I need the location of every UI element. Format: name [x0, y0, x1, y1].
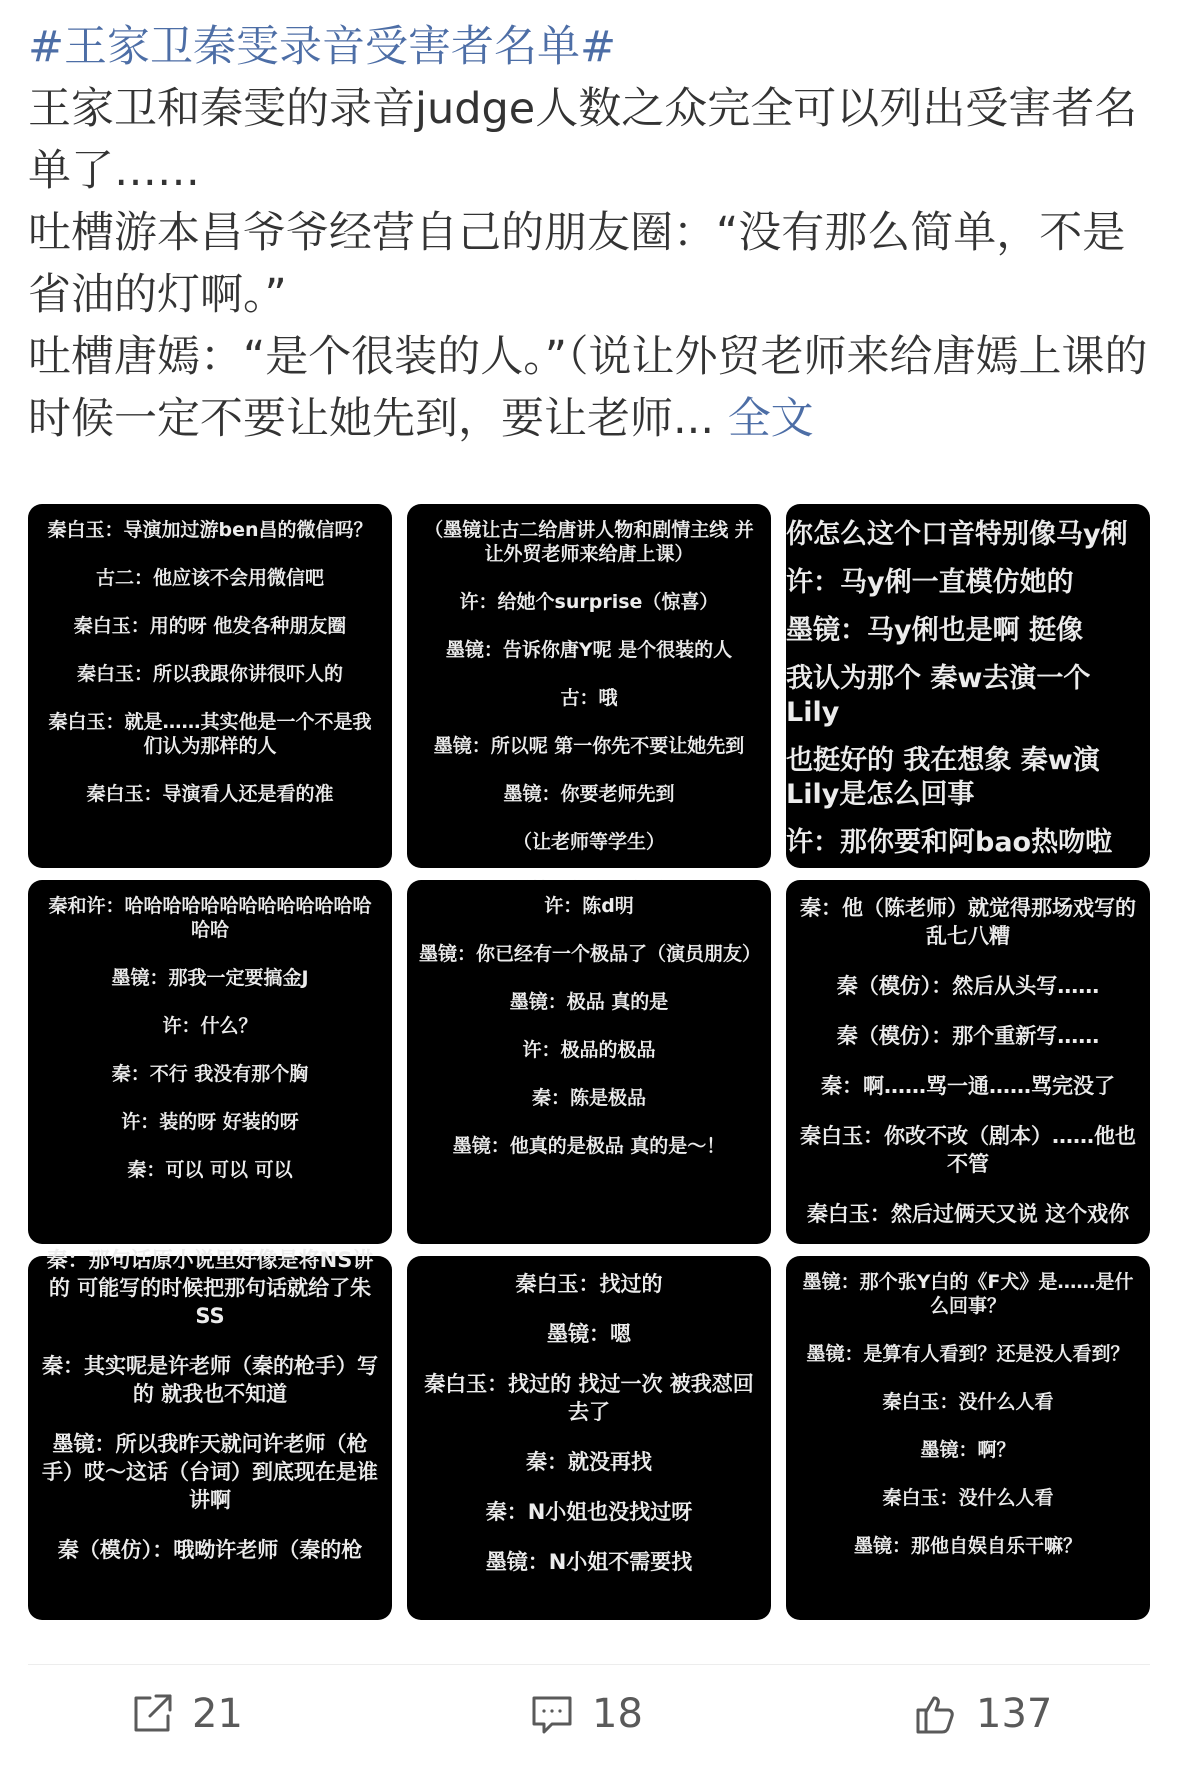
transcript-line: 许：陈d明: [544, 895, 634, 917]
transcript-line: 古：哦: [560, 687, 618, 709]
like-button[interactable]: [912, 1690, 1052, 1738]
transcript-line: 秦：其实呢是许老师（秦的枪手）写的 就我也不知道: [42, 1354, 378, 1406]
post-paragraph: 吐槽游本昌爷爷经营自己的朋友圈：“没有那么简单，不是省油的灯啊。”: [28, 208, 1126, 320]
transcript-line: 墨镜：你已经有一个极品了（演员朋友）: [419, 943, 762, 965]
transcript-line: 秦（模仿）：哦呦许老师（秦的枪: [57, 1538, 363, 1562]
transcript-line: 墨镜：嗯: [547, 1322, 631, 1346]
share-count: 21: [192, 1691, 243, 1737]
transcript-line: 秦：那句话原小说里好像是将NS讲的 可能写的时候把那句话就给了朱SS: [46, 1248, 374, 1328]
weibo-post: [28, 16, 1158, 450]
transcript-line: 墨镜：啊？: [920, 1439, 1016, 1461]
transcript-line: （墨镜让古二给唐讲人物和剧情主线 并让外贸老师来给唐上课）: [424, 519, 754, 565]
image-tile-6[interactable]: [786, 880, 1150, 1244]
transcript-line: 秦白玉：用的呀 他发各种朋友圈: [73, 615, 347, 637]
image-tile-9[interactable]: [786, 1256, 1150, 1620]
post-body: [28, 78, 1158, 450]
image-tile-8[interactable]: [407, 1256, 771, 1620]
transcript-line: 秦白玉：没什么人看: [882, 1487, 1054, 1509]
comment-count: 18: [592, 1691, 643, 1737]
transcript-line: 墨镜：那个张Y白的《F犬》是……是什么回事？: [802, 1271, 1134, 1317]
transcript-line: 秦和许：哈哈哈哈哈哈哈哈哈哈哈哈哈哈哈: [48, 895, 372, 941]
transcript-line: （让老师等学生）: [512, 831, 665, 853]
transcript-line: 墨镜：极品 真的是: [509, 991, 669, 1013]
transcript-line: 墨镜：马y俐也是啊 挺像: [786, 615, 1083, 646]
transcript-line: 秦：就没再找: [526, 1450, 652, 1474]
transcript-line: 秦：陈是极品: [531, 1087, 646, 1109]
footer-divider: [28, 1664, 1150, 1665]
transcript-line: 秦：不行 我没有那个胸: [111, 1063, 309, 1085]
transcript-line: 也挺好的 我在想象 秦w演Lily是怎么回事: [786, 745, 1100, 810]
share-icon: [128, 1690, 176, 1738]
transcript-line: 秦白玉：然后过俩天又说 这个戏你: [806, 1202, 1130, 1226]
transcript-line: 秦：他（陈老师）就觉得那场戏写的乱七八糟: [800, 896, 1136, 948]
image-tile-2[interactable]: [407, 504, 771, 868]
transcript-line: 秦（模仿）：然后从头写……: [836, 974, 1100, 998]
transcript-line: 墨镜：告诉你唐Y呢 是个很装的人: [445, 639, 733, 661]
transcript-line: 我认为那个 秦w去演一个Lily: [786, 663, 1091, 728]
transcript-line: 墨镜：是算有人看到？还是没人看到？: [806, 1343, 1130, 1365]
fulltext-link[interactable]: 全文: [727, 394, 814, 444]
comment-icon: [528, 1690, 576, 1738]
image-grid: [28, 504, 1150, 1620]
transcript-line: 墨镜：N小姐不需要找: [485, 1550, 693, 1574]
transcript-line: 墨镜：所以呢 第一你先不要让她先到: [433, 735, 745, 757]
transcript-line: 秦白玉：找过的 找过一次 被我怼回去了: [424, 1372, 754, 1424]
post-action-bar: [0, 1690, 1188, 1750]
post-paragraph-text: 吐槽唐嫣：“是个很装的人。”（说让外贸老师来给唐嫣上课的时候一定不要让她先到，要让老师...: [28, 332, 1148, 444]
post-paragraph: 王家卫和秦雯的录音judge人数之众完全可以列出受害者名单了……: [28, 84, 1138, 196]
share-button[interactable]: [128, 1690, 243, 1738]
transcript-line: 你怎么这个口音特别像马y俐: [786, 519, 1128, 550]
image-tile-4[interactable]: [28, 880, 392, 1244]
image-tile-1[interactable]: [28, 504, 392, 868]
transcript-line: 秦：啊……骂一通……骂完没了: [821, 1074, 1115, 1098]
transcript-line: 墨镜：你要老师先到: [503, 783, 675, 805]
transcript-line: 墨镜：所以我昨天就问许老师（枪手）哎～这话（台词）到底现在是谁讲啊: [42, 1432, 378, 1512]
image-tile-7[interactable]: [28, 1248, 392, 1620]
transcript-line: 许：装的呀 好装的呀: [121, 1111, 299, 1133]
transcript-line: 墨镜：那我一定要搞金J: [111, 967, 309, 989]
image-tile-5[interactable]: [407, 880, 771, 1244]
transcript-line: 许：那你要和阿bao热吻啦: [786, 827, 1113, 858]
like-count: 137: [976, 1691, 1053, 1737]
transcript-line: 许：什么？: [162, 1015, 258, 1037]
transcript-line: 许：极品的极品: [522, 1039, 656, 1061]
transcript-line: 秦白玉：找过的: [515, 1272, 663, 1296]
transcript-line: 秦白玉：没什么人看: [882, 1391, 1054, 1413]
image-tile-3[interactable]: [786, 504, 1150, 868]
transcript-line: 古二：他应该不会用微信吧: [95, 567, 324, 589]
transcript-line: 秦白玉：就是……其实他是一个不是我们认为那样的人: [48, 711, 372, 757]
like-icon: [912, 1690, 960, 1738]
transcript-line: 墨镜：他真的是极品 真的是～！: [452, 1135, 726, 1157]
transcript-line: 秦白玉：所以我跟你讲很吓人的: [76, 663, 343, 685]
transcript-line: 许：给她个surprise（惊喜）: [459, 591, 719, 613]
transcript-line: 秦：可以 可以 可以: [127, 1159, 293, 1181]
transcript-line: 秦：N小姐也没找过呀: [485, 1500, 693, 1524]
transcript-line: 秦白玉：你改不改（剧本）……他也不管: [800, 1124, 1136, 1176]
transcript-line: 秦（模仿）：那个重新写……: [836, 1024, 1100, 1048]
transcript-line: 许：马y俐一直模仿她的: [786, 567, 1074, 598]
comment-button[interactable]: [528, 1690, 643, 1738]
transcript-line: 秦白玉：导演看人还是看的准: [86, 783, 334, 805]
transcript-line: 墨镜：那他自娱自乐干嘛？: [853, 1535, 1082, 1557]
transcript-line: 秦白玉：导演加过游ben昌的微信吗？: [47, 519, 373, 541]
post-paragraph: [28, 326, 1158, 450]
hashtag-topic[interactable]: #王家卫秦雯录音受害者名单#: [28, 22, 617, 72]
